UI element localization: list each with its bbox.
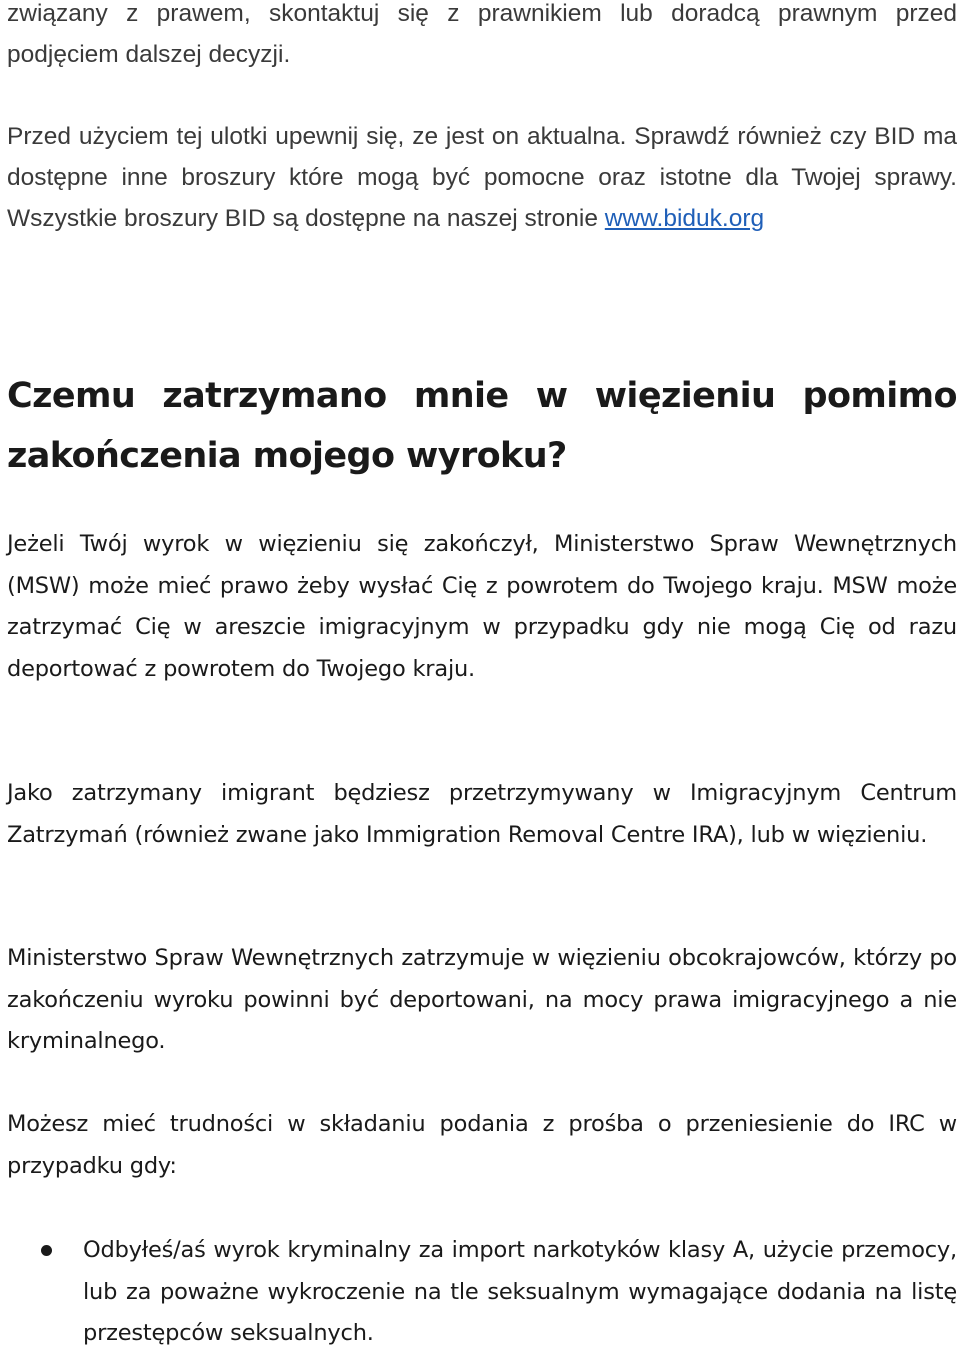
list-item bbox=[7, 1230, 957, 1355]
intro-paragraph-legal-advice: związany z prawem, skontaktuj się z prawnikiem lub doradcą prawnym przed podjęciem dalszej decyzji. bbox=[7, 0, 957, 68]
list-item-text: Odbyłeś/aś wyrok kryminalny za import narkotyków klasy A, użycie przemocy, lub za poważne wykroczenie na tle seksualnym wymagające dodania na listę przestępców seksualnych. bbox=[83, 1237, 957, 1346]
section-heading: Czemu zatrzymano mnie w więzieniu pomimo zakończenia mojego wyroku? bbox=[7, 376, 957, 476]
body-paragraph-detention-centre: Jako zatrzymany imigrant będziesz przetrzymywany w Imigracyjnym Centrum Zatrzymań (również zwane jako Immigration Removal Centre IRA), lub w więzieniu. bbox=[7, 780, 957, 848]
intro-paragraph-leaflet-update bbox=[7, 116, 957, 239]
biduk-website-link[interactable]: www.biduk.org bbox=[604, 205, 765, 232]
conditions-list bbox=[7, 1230, 957, 1355]
body-paragraph-msw: Jeżeli Twój wyrok w więzieniu się zakończył, Ministerstwo Spraw Wewnętrznych (MSW) może mieć prawo żeby wysłać Cię z powrotem do Twojego kraju. MSW może zatrzymać Cię w areszcie imigracyjnym w przypadku gdy nie mogą Cię od razu deportować z powrotem do Twojego kraju. bbox=[7, 531, 957, 682]
body-paragraph-transfer-difficulty: Możesz mieć trudności w składaniu podania z prośba o przeniesienie do IRC w przypadku gdy: bbox=[7, 1111, 957, 1179]
body-paragraph-foreign-nationals: Ministerstwo Spraw Wewnętrznych zatrzymuje w więzieniu obcokrajowców, którzy po zakończeniu wyroku powinni być deportowani, na mocy prawa imigracyjnego a nie kryminalnego. bbox=[7, 945, 957, 1054]
intro-paragraph-text: Przed użyciem tej ulotki upewnij się, ze jest on aktualna. Sprawdź również czy BID ma dostępne inne broszury które mogą być pomocne oraz istotne dla Twojej sprawy. Wszystkie broszury BID są dostępne na naszej stronie bbox=[7, 123, 957, 232]
bullet-icon bbox=[41, 1245, 52, 1256]
